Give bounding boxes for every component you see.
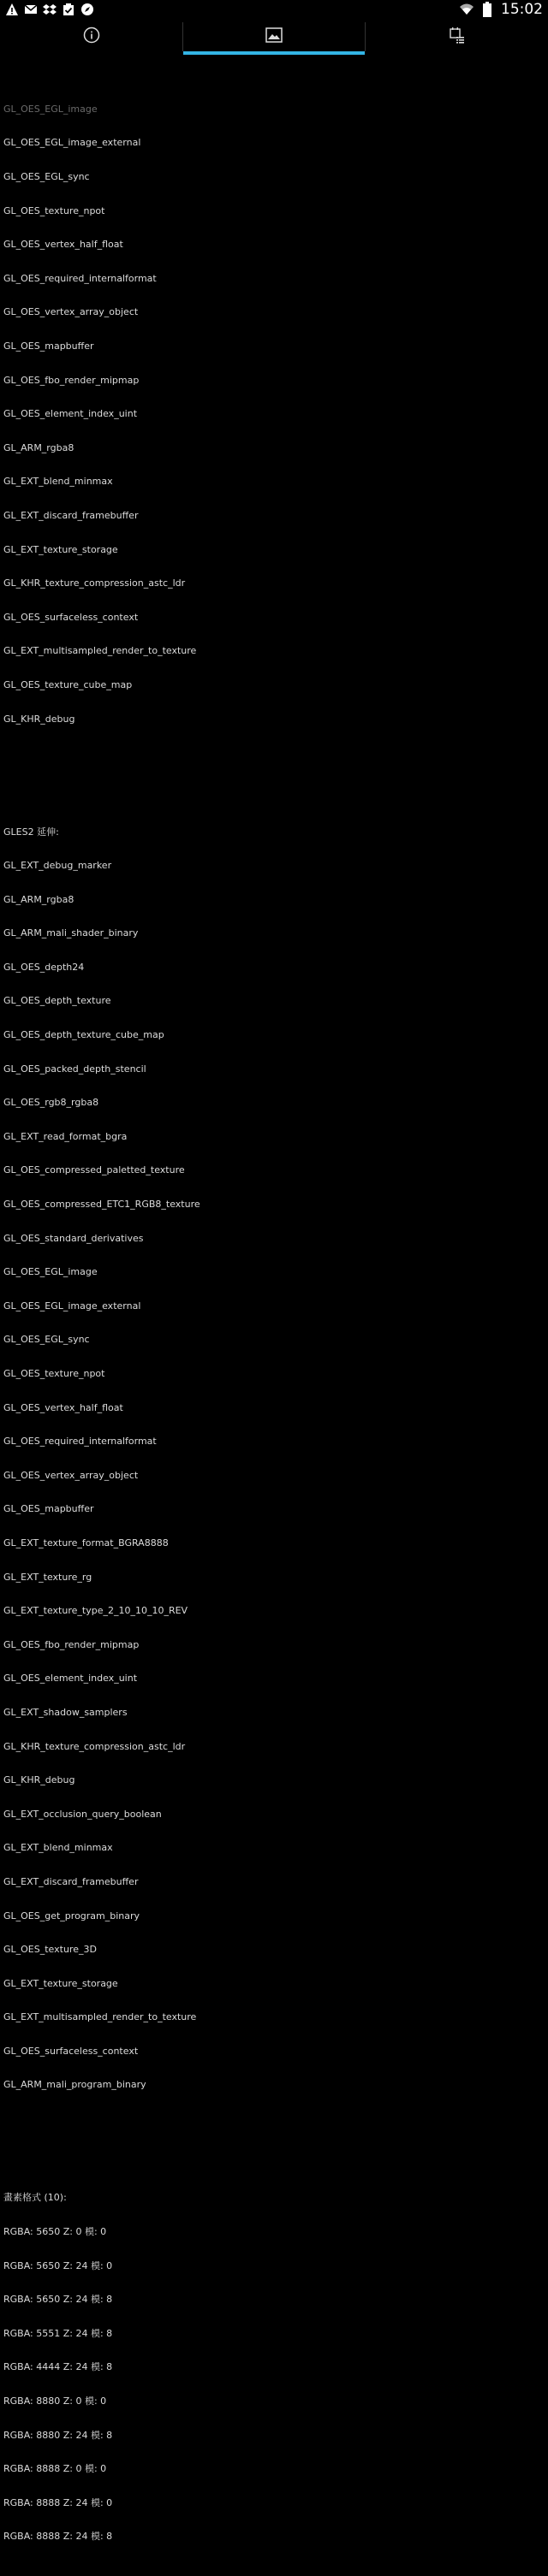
- section-extensions-top: [3, 80, 543, 747]
- list-item: GL_OES_rgb8_rgba8: [3, 1097, 99, 1109]
- section-heading: 畫素格式 (10):: [3, 2192, 67, 2204]
- list-item: GL_EXT_shadow_samplers: [3, 1706, 128, 1718]
- list-item: GL_ARM_mali_shader_binary: [3, 927, 139, 939]
- list-item: GL_ARM_rgba8: [3, 441, 74, 453]
- status-clock: 15:02: [501, 1, 543, 18]
- list-item: RGBA: 4444 Z: 24 模: 8: [3, 2361, 113, 2373]
- list-item: GL_EXT_read_format_bgra: [3, 1130, 128, 1142]
- list-item: GL_OES_fbo_render_mipmap: [3, 1638, 140, 1650]
- list-item: GL_EXT_texture_format_BGRA8888: [3, 1537, 169, 1549]
- spacer: [3, 2135, 543, 2147]
- section-heading: GLES2 延伸:: [3, 826, 59, 838]
- list-item: GL_EXT_discard_framebuffer: [3, 509, 139, 521]
- list-item: GL_ARM_rgba8: [3, 893, 74, 905]
- list-item: GL_EXT_blend_minmax: [3, 476, 113, 488]
- list-item: GL_OES_mapbuffer: [3, 1503, 94, 1515]
- list-item: GL_KHR_texture_compression_astc_ldr: [3, 1740, 186, 1752]
- list-item: GL_KHR_debug: [3, 1774, 75, 1786]
- list-item: GL_OES_surfaceless_context: [3, 611, 139, 623]
- list-item: GL_OES_texture_npot: [3, 204, 105, 216]
- list-item: GL_OES_get_program_binary: [3, 1910, 140, 1922]
- tab-calendar-list[interactable]: [366, 19, 548, 55]
- tab-bar: [0, 19, 548, 55]
- list-item: GL_OES_required_internalformat: [3, 1436, 157, 1448]
- list-item: GL_KHR_texture_compression_astc_ldr: [3, 577, 186, 589]
- section-gles2-extensions: [3, 803, 543, 2113]
- list-item: RGBA: 8880 Z: 24 模: 8: [3, 2429, 113, 2441]
- list-item: GL_EXT_debug_marker: [3, 860, 112, 872]
- dropbox-icon: [43, 3, 57, 16]
- status-bar: [0, 0, 548, 19]
- list-item: GL_OES_compressed_ETC1_RGB8_texture: [3, 1199, 200, 1211]
- tab-info[interactable]: [0, 19, 182, 55]
- list-item: GL_OES_depth24: [3, 961, 85, 973]
- warning-icon: [5, 3, 19, 16]
- list-item: RGBA: 5551 Z: 24 模: 8: [3, 2327, 113, 2339]
- list-item: GL_OES_vertex_half_float: [3, 1401, 123, 1413]
- wifi-icon: [460, 3, 474, 16]
- list-item: GL_OES_fbo_render_mipmap: [3, 374, 140, 386]
- list-item: GL_OES_texture_npot: [3, 1368, 105, 1379]
- list-item: RGBA: 8888 Z: 24 模: 0: [3, 2496, 113, 2508]
- list-item: GL_OES_vertex_array_object: [3, 1469, 139, 1481]
- section-pixel-formats: [3, 2170, 543, 2565]
- list-item: GL_OES_EGL_sync: [3, 1334, 90, 1346]
- compass-icon: [80, 3, 94, 16]
- list-item: GL_EXT_texture_type_2_10_10_10_REV: [3, 1605, 188, 1617]
- list-item: GL_EXT_texture_storage: [3, 543, 118, 555]
- list-item: GL_OES_required_internalformat: [3, 272, 157, 284]
- list-item: GL_EXT_blend_minmax: [3, 1842, 113, 1854]
- list-item: RGBA: 5650 Z: 24 模: 0: [3, 2259, 113, 2271]
- clipboard-check-icon: [62, 3, 75, 16]
- list-item: GL_EXT_texture_storage: [3, 1977, 118, 1989]
- list-item: GL_OES_depth_texture: [3, 995, 111, 1007]
- list-item: GL_OES_EGL_image: [3, 1266, 98, 1278]
- list-item: GL_EXT_occlusion_query_boolean: [3, 1808, 162, 1820]
- image-icon: [265, 27, 283, 46]
- list-item: GL_EXT_multisampled_render_to_texture: [3, 645, 197, 657]
- list-item: GL_OES_texture_3D: [3, 1944, 97, 1956]
- calendar-list-icon: [449, 27, 466, 47]
- system-icons: [460, 1, 543, 18]
- list-item: GL_OES_compressed_paletted_texture: [3, 1164, 185, 1176]
- tab-image[interactable]: [183, 19, 365, 55]
- list-item: GL_EXT_discard_framebuffer: [3, 1875, 139, 1887]
- spacer: [3, 770, 543, 781]
- list-item: GL_OES_vertex_array_object: [3, 306, 139, 318]
- list-item: GL_OES_standard_derivatives: [3, 1232, 144, 1244]
- list-item: GL_OES_EGL_image: [3, 103, 98, 115]
- extensions-list[interactable]: [3, 58, 543, 2576]
- list-item: RGBA: 5650 Z: 0 模: 0: [3, 2226, 107, 2238]
- list-item: GL_KHR_debug: [3, 713, 75, 725]
- list-item: GL_OES_depth_texture_cube_map: [3, 1029, 164, 1041]
- list-item: GL_OES_mapbuffer: [3, 340, 94, 352]
- list-item: RGBA: 8888 Z: 24 模: 8: [3, 2531, 113, 2543]
- list-item: RGBA: 8888 Z: 0 模: 0: [3, 2463, 107, 2475]
- list-item: GL_OES_EGL_image_external: [3, 137, 141, 149]
- list-item: GL_OES_element_index_uint: [3, 1673, 138, 1685]
- selected-tab-indicator: [183, 51, 365, 55]
- list-item: GL_EXT_texture_rg: [3, 1571, 92, 1583]
- list-item: GL_ARM_mali_program_binary: [3, 2079, 146, 2091]
- gmail-icon: [24, 3, 38, 16]
- list-item: GL_OES_vertex_half_float: [3, 239, 123, 251]
- list-item: GL_OES_element_index_uint: [3, 408, 138, 420]
- list-item: GL_OES_packed_depth_stencil: [3, 1063, 146, 1075]
- list-item: GL_EXT_multisampled_render_to_texture: [3, 2011, 197, 2023]
- list-item: RGBA: 5650 Z: 24 模: 8: [3, 2294, 113, 2306]
- list-item: GL_OES_EGL_sync: [3, 171, 90, 182]
- list-item: GL_OES_texture_cube_map: [3, 678, 133, 690]
- list-item: GL_OES_EGL_image_external: [3, 1300, 141, 1312]
- info-icon: [83, 27, 100, 47]
- list-item: GL_OES_surfaceless_context: [3, 2045, 139, 2057]
- list-item: RGBA: 8880 Z: 0 模: 0: [3, 2395, 107, 2407]
- battery-icon: [480, 3, 494, 16]
- notification-icons: [5, 3, 94, 16]
